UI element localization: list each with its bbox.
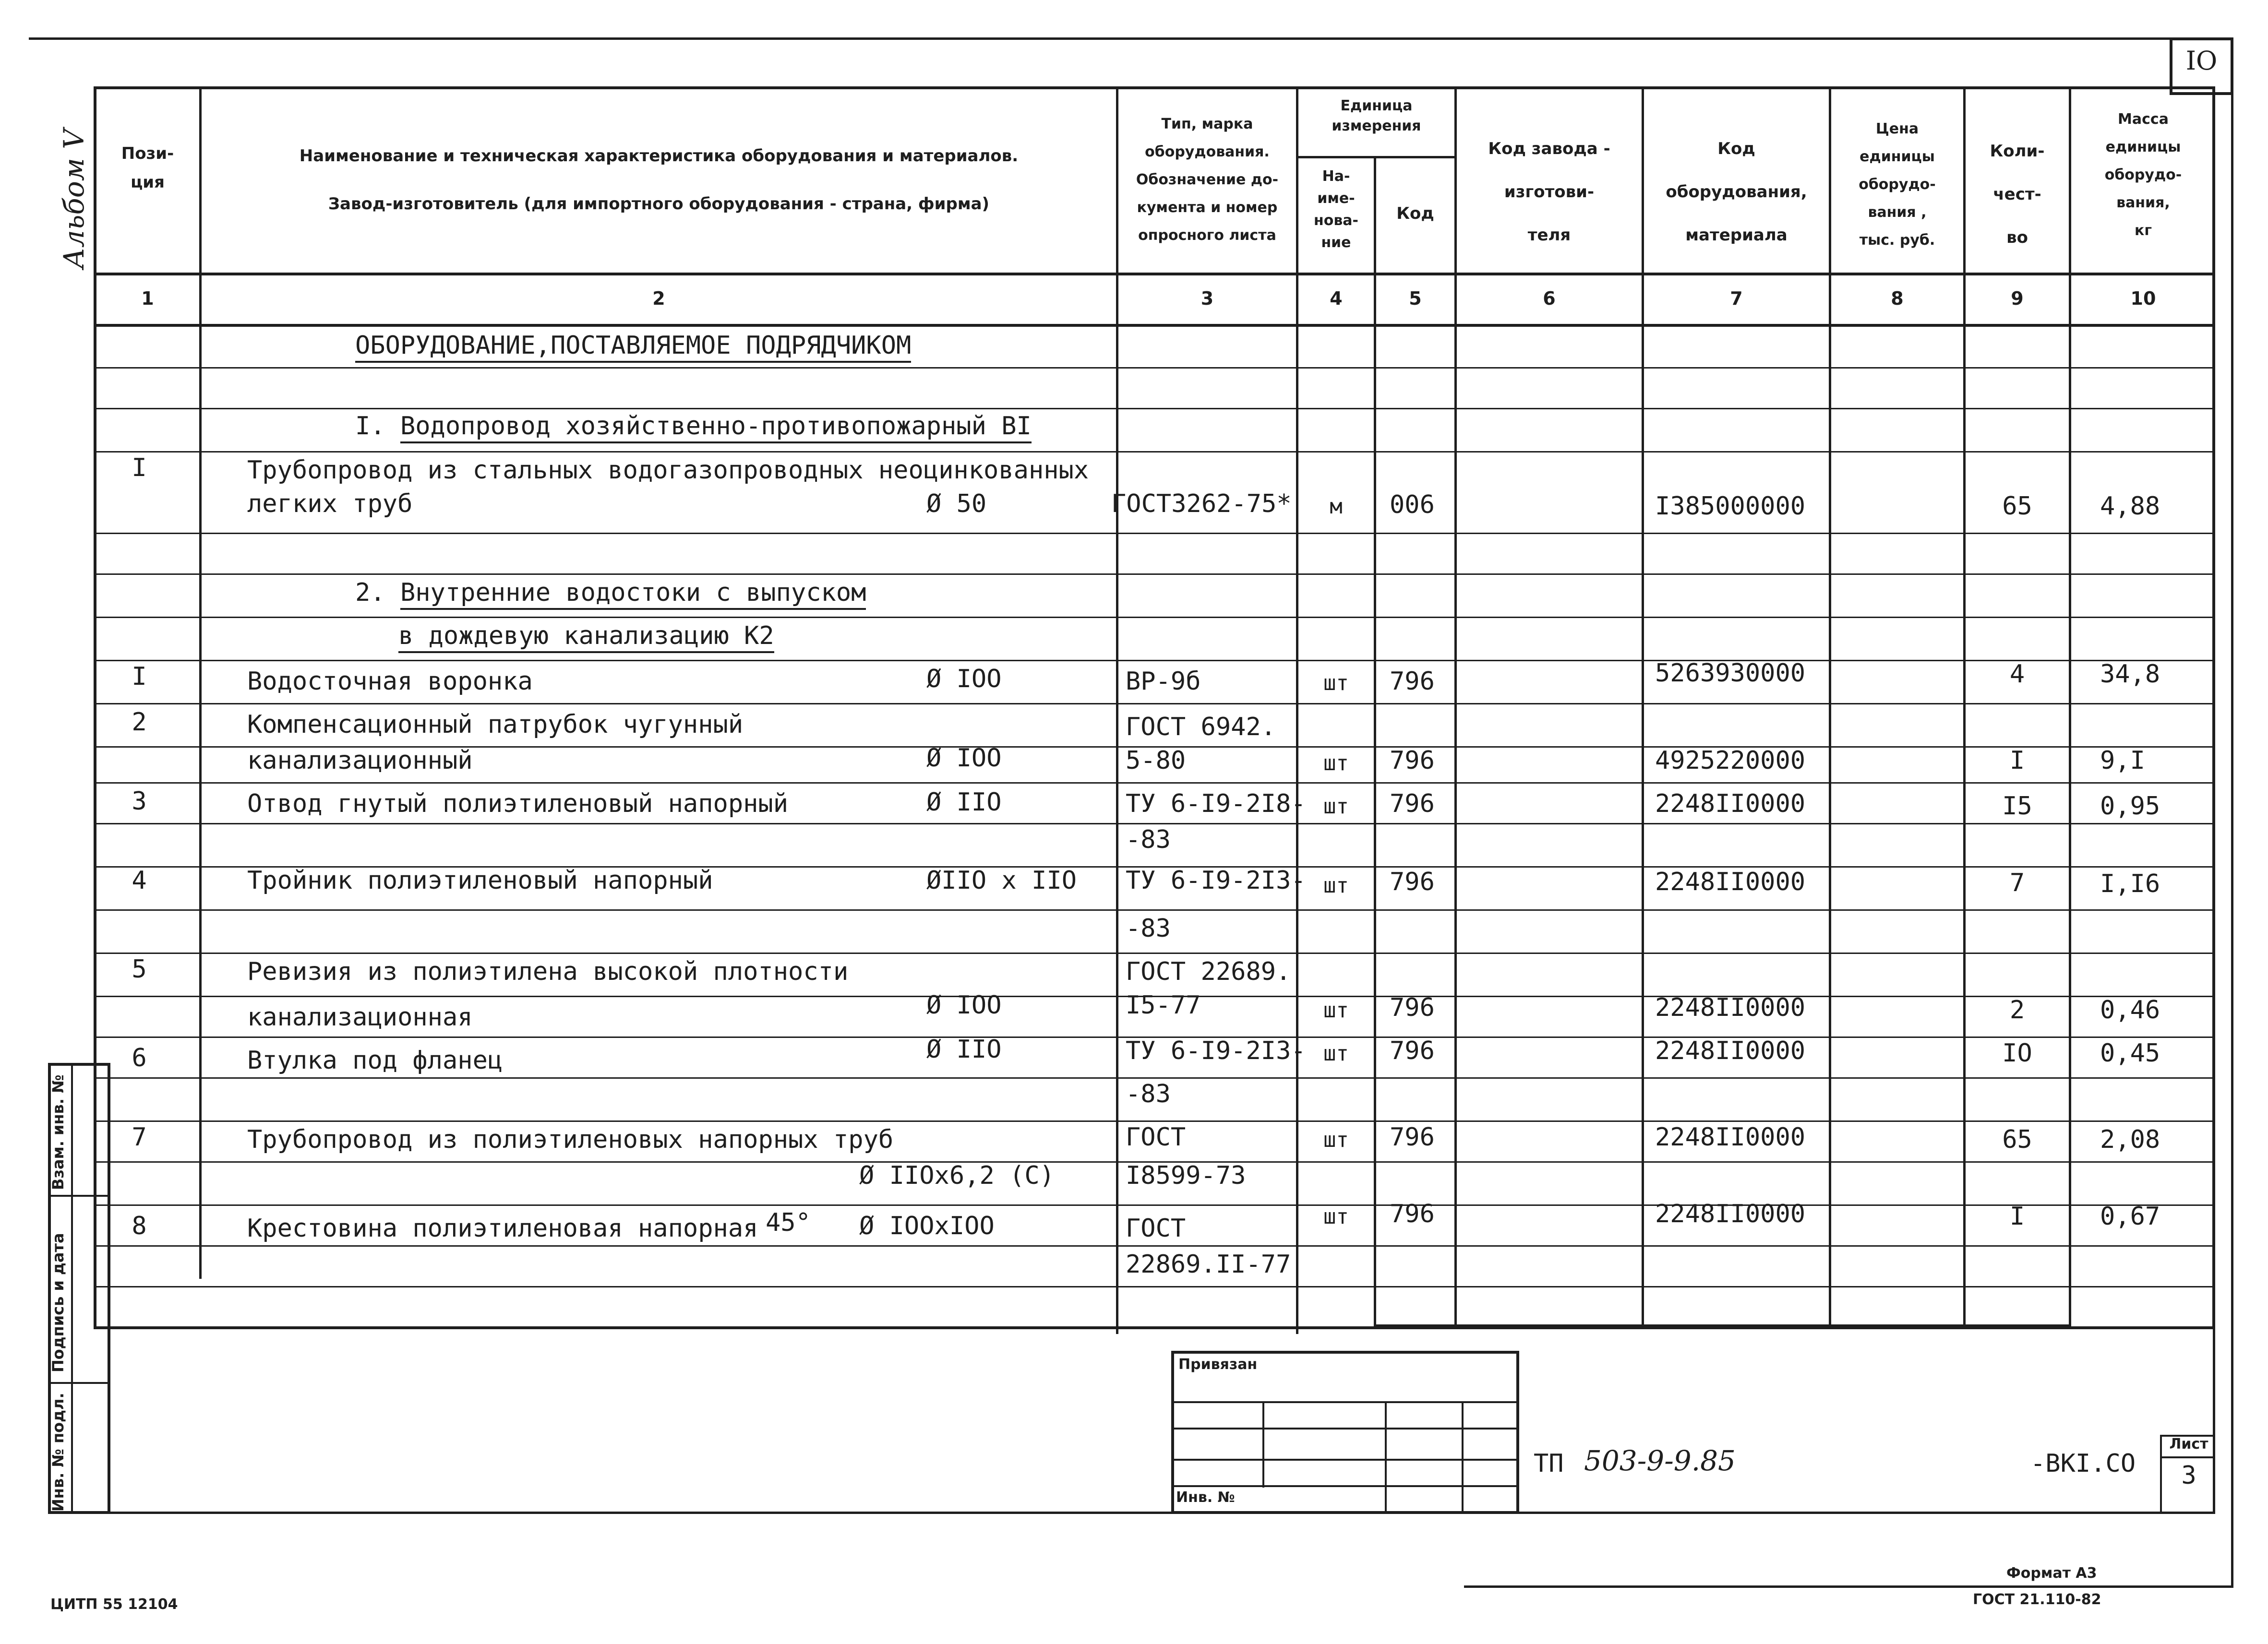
- side-inv-podl: Инв. № подл.: [49, 1393, 67, 1512]
- row-mass: 4,88: [2100, 492, 2160, 521]
- bottom-border: [1464, 1585, 2233, 1588]
- hline: [94, 1286, 2215, 1287]
- row-equipment-code: 2248II0000: [1655, 1200, 1806, 1228]
- stamp-hline: [1171, 1401, 1519, 1403]
- doc-number: 503-9-9.85: [1584, 1444, 1736, 1477]
- vline-4: [1374, 156, 1376, 1327]
- row-code: 796: [1390, 1123, 1435, 1152]
- row-equipment-code: 2248II0000: [1655, 1123, 1806, 1152]
- row-position: 6: [132, 1044, 147, 1072]
- row-name: Отвод гнутый полиэтиленовый напорный: [247, 789, 789, 818]
- hline: [94, 782, 2215, 784]
- lower-frame-bottom: [108, 1512, 2215, 1514]
- vline-6: [1642, 86, 1644, 1327]
- row-equipment-code: I385000000: [1655, 492, 1806, 521]
- row-equipment-code: 2248II0000: [1655, 789, 1806, 818]
- row-code: 796: [1390, 789, 1435, 818]
- colnum: 1: [141, 288, 154, 309]
- sheet-number-top: IO: [2185, 46, 2218, 76]
- row-equipment-code: 2248II0000: [1655, 1036, 1806, 1065]
- row-name: Ревизия из полиэтилена высокой плотности: [247, 957, 849, 986]
- row-type: ТУ 6-I9-2I8-: [1126, 789, 1306, 818]
- side-podpis: Подпись и дата: [49, 1233, 67, 1372]
- gost-label: ГОСТ 21.110-82: [1973, 1591, 2101, 1608]
- list-label: Лист: [2169, 1436, 2208, 1453]
- colnum: 10: [2130, 288, 2156, 309]
- row-code: 796: [1390, 1200, 1435, 1228]
- row-quantity: I: [2009, 746, 2025, 775]
- header-position: Пози- ция: [121, 144, 174, 192]
- vline-2: [1116, 86, 1118, 1334]
- subsection-2-title-line2: в дождевую канализацию K2: [398, 621, 774, 650]
- hline: [94, 1120, 2215, 1122]
- colnum-divider: [94, 324, 2215, 327]
- colnum: 4: [1330, 288, 1343, 309]
- row-position: 7: [132, 1123, 147, 1152]
- row-quantity: 65: [2002, 492, 2032, 521]
- row-type: I8599-73: [1126, 1161, 1246, 1190]
- list-box-left: [2160, 1435, 2162, 1512]
- row-mass: 0,46: [2100, 996, 2160, 1025]
- row-mass: 34,8: [2100, 660, 2160, 689]
- row-unit: шт: [1323, 671, 1349, 695]
- hline: [94, 367, 2215, 369]
- row-type: ТУ 6-I9-2I3-: [1126, 866, 1306, 895]
- row-type: ГОСТ: [1126, 1123, 1186, 1152]
- row-name: Крестовина полиэтиленовая напорная: [247, 1214, 758, 1243]
- colnum: 8: [1891, 288, 1904, 309]
- album-label: Альбом V: [58, 129, 90, 269]
- top-border: [29, 37, 2232, 40]
- hline: [94, 953, 2215, 954]
- row-diameter: Ø IIOx6,2 (C): [859, 1161, 1055, 1190]
- hline: [94, 533, 2215, 534]
- vline-5: [1454, 86, 1457, 1327]
- row-quantity: IO: [2002, 1039, 2032, 1068]
- subsection-2-title: 2. Внутренние водостоки с выпуском: [355, 578, 866, 607]
- hline: [94, 408, 2215, 409]
- header-unit-code: Код: [1396, 204, 1434, 223]
- row-unit: шт: [1323, 998, 1349, 1023]
- vline-9: [2069, 86, 2071, 1327]
- row-position: I: [132, 662, 147, 691]
- row-equipment-code: 4925220000: [1655, 746, 1806, 775]
- row-quantity: I5: [2002, 792, 2032, 821]
- row-type: -83: [1126, 914, 1171, 943]
- row-type: ГОСТ 6942.: [1126, 713, 1276, 741]
- row-type: ТУ 6-I9-2I3-: [1126, 1036, 1306, 1065]
- row-mass: I,I6: [2100, 870, 2160, 898]
- row-diameter: Ø IOO: [926, 991, 1002, 1020]
- row-unit: шт: [1323, 1204, 1349, 1229]
- row-diameter: Ø IOOxIOO: [859, 1212, 995, 1240]
- row-code: 796: [1390, 667, 1435, 696]
- section-title: ОБОРУДОВАНИЕ,ПОСТАВЛЯЕМОЕ ПОДРЯДЧИКОМ: [355, 331, 911, 360]
- row-name: Компенсационный патрубок чугунный: [247, 710, 744, 739]
- vline-1: [199, 86, 202, 1279]
- stamp-vline: [1385, 1401, 1387, 1514]
- hline: [94, 703, 2215, 704]
- row-quantity: 7: [2009, 869, 2025, 897]
- hline: [94, 823, 2215, 824]
- row-diameter: Ø IIO: [926, 1035, 1002, 1064]
- header-factory-code: Код завода - изготови- теля: [1488, 139, 1610, 245]
- row-position: I: [132, 453, 147, 482]
- row-angle: 45°: [766, 1208, 811, 1237]
- hline: [94, 660, 2215, 661]
- subsection-1-title: I. Водопровод хозяйственно-противопожарный BI: [355, 412, 1032, 441]
- row-diameter: Ø IOO: [926, 665, 1002, 693]
- row-type: ГОСТ3262-75*: [1111, 489, 1292, 518]
- row-code: 006: [1390, 490, 1435, 519]
- header-type: Тип, марка оборудования. Обозначение до- кумента и номер опросного листа: [1136, 116, 1279, 244]
- format-label: Формат А3: [2006, 1565, 2097, 1582]
- privyazan-label: Привязан: [1178, 1356, 1258, 1373]
- row-type: 5-80: [1126, 746, 1186, 775]
- row-name: канализационный: [247, 746, 473, 775]
- row-code: 796: [1390, 868, 1435, 896]
- row-name: Тройник полиэтиленовый напорный: [247, 866, 713, 895]
- row-unit: шт: [1323, 794, 1349, 819]
- vline-7: [1829, 86, 1831, 1327]
- hline: [94, 451, 2215, 453]
- row-name: легких труб: [247, 489, 413, 518]
- row-position: 2: [132, 708, 147, 737]
- inv-no-label: Инв. №: [1176, 1489, 1235, 1506]
- row-position: 4: [132, 866, 147, 895]
- hline: [94, 1077, 2215, 1079]
- doc-suffix: -BKI.CO: [2030, 1449, 2136, 1478]
- row-type: I5-77: [1126, 991, 1201, 1020]
- side-vzam: Взам. инв. №: [49, 1074, 67, 1190]
- row-name: Водосточная воронка: [247, 667, 533, 696]
- row-unit: шт: [1323, 873, 1349, 898]
- row-diameter: Ø IIO: [926, 788, 1002, 817]
- row-mass: 9,I: [2100, 746, 2145, 775]
- header-equipment-code: Код оборудования, материала: [1666, 139, 1807, 245]
- row-equipment-code: 2248II0000: [1655, 993, 1806, 1022]
- stamp-hline: [1171, 1428, 1519, 1430]
- row-position: 3: [132, 787, 147, 816]
- row-mass: 2,08: [2100, 1125, 2160, 1154]
- header-quantity: Коли- чест- во: [1990, 142, 2045, 247]
- stamp-vline: [1262, 1401, 1264, 1488]
- row-equipment-code: 2248II0000: [1655, 868, 1806, 896]
- row-quantity: 4: [2009, 660, 2025, 689]
- row-position: 5: [132, 955, 147, 984]
- row-mass: 0,67: [2100, 1202, 2160, 1231]
- row-unit: шт: [1323, 751, 1349, 775]
- row-diameter: Ø 50: [926, 489, 987, 518]
- row-diameter: Ø IOO: [926, 744, 1002, 773]
- row-diameter: ØIIO x IIO: [926, 866, 1077, 895]
- row-quantity: 65: [2002, 1125, 2032, 1154]
- hline: [94, 1245, 2215, 1247]
- row-name: Трубопровод из стальных водогазопроводных неоцинкованных: [247, 456, 1089, 485]
- side-stamp-hline: [48, 1195, 110, 1197]
- row-unit: шт: [1323, 1128, 1349, 1152]
- row-type: -83: [1126, 825, 1171, 854]
- row-mass: 0,45: [2100, 1039, 2160, 1068]
- row-unit: м: [1330, 494, 1343, 519]
- row-unit: шт: [1323, 1041, 1349, 1066]
- row-position: 8: [132, 1212, 147, 1240]
- row-type: ГОСТ: [1126, 1214, 1186, 1243]
- row-code: 796: [1390, 1036, 1435, 1065]
- row-name: Втулка под фланец: [247, 1046, 503, 1075]
- header-unit-group: Единица измерения: [1332, 97, 1421, 134]
- stamp-vline: [1462, 1401, 1464, 1514]
- header-unit-name: На- име- нова- ние: [1313, 168, 1359, 251]
- row-type: -83: [1126, 1080, 1171, 1108]
- row-code: 796: [1390, 746, 1435, 775]
- side-stamp-hline: [48, 1382, 110, 1384]
- colnum: 2: [652, 288, 665, 309]
- colnum: 9: [2011, 288, 2024, 309]
- row-type: ГОСТ 22689.: [1126, 957, 1291, 986]
- row-equipment-code: 5263930000: [1655, 659, 1806, 688]
- row-mass: 0,95: [2100, 792, 2160, 821]
- header-divider: [94, 273, 2215, 275]
- colnum: 6: [1543, 288, 1556, 309]
- hline: [94, 909, 2215, 911]
- header-mass: Масса единицы оборудо- вания, кг: [2104, 111, 2182, 239]
- hline: [94, 573, 2215, 575]
- citp-label: ЦИТП 55 12104: [50, 1596, 178, 1613]
- header-name: Наименование и техническая характеристика оборудования и материалов. Завод-изготовитель (для импортного оборудования - страна, фирма): [299, 146, 1019, 214]
- list-number: 3: [2181, 1461, 2196, 1490]
- side-stamp-vline: [71, 1063, 73, 1514]
- row-name: Трубопровод из полиэтиленовых напорных труб: [247, 1125, 894, 1154]
- right-border: [2231, 37, 2233, 1587]
- doc-prefix: ТП: [1534, 1449, 1564, 1478]
- colnum: 5: [1409, 288, 1422, 309]
- header-price: Цена единицы оборудо- вания , тыс. руб.: [1859, 120, 1936, 249]
- row-type: BP-9б: [1126, 667, 1201, 696]
- lower-frame-top: [108, 1327, 2215, 1329]
- row-code: 796: [1390, 993, 1435, 1022]
- row-name: канализационная: [247, 1003, 473, 1032]
- row-quantity: 2: [2009, 996, 2025, 1025]
- hline: [94, 617, 2215, 618]
- hline: [94, 1204, 2215, 1206]
- colnum: 3: [1200, 288, 1214, 309]
- stamp-hline: [1171, 1459, 1519, 1461]
- row-type: 22869.II-77: [1126, 1250, 1291, 1279]
- row-quantity: I: [2009, 1202, 2025, 1231]
- colnum: 7: [1730, 288, 1743, 309]
